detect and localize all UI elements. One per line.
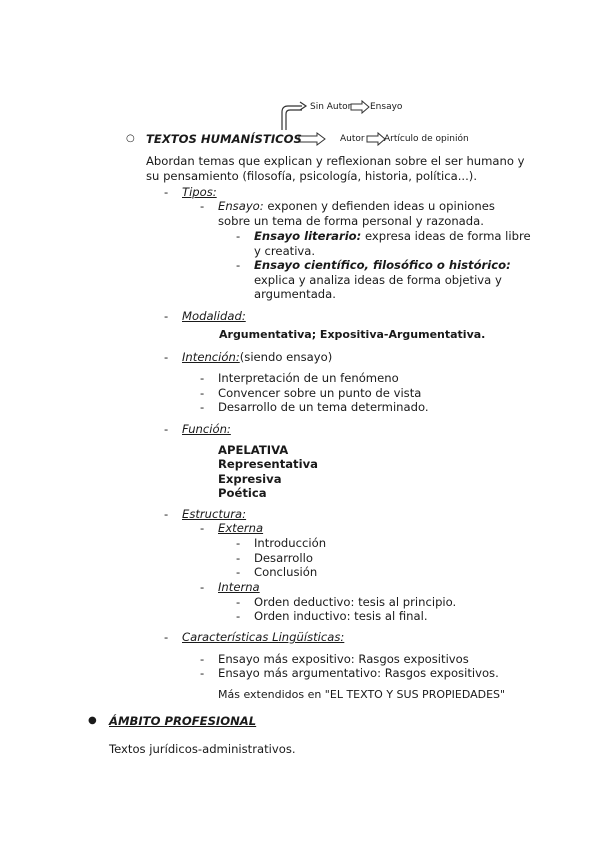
funcion-item: APELATIVA	[218, 443, 289, 457]
ensayo-cientifico-item	[254, 258, 532, 302]
diagram-top-right: Ensayo	[370, 102, 403, 112]
diagram-bottom-right: Artículo de opinión	[384, 134, 469, 144]
intencion-note: (siendo ensayo)	[239, 350, 333, 364]
dash-bullet: -	[200, 371, 205, 385]
caracteristicas-note: Más extendidos en "EL TEXTO Y SUS PROPIEDADES"	[218, 688, 506, 701]
dash-bullet: -	[200, 386, 205, 400]
list-item: Desarrollo de un tema determinado.	[218, 400, 429, 414]
tipos-label: Tipos:	[182, 185, 217, 199]
estructura-label: Estructura:	[182, 507, 247, 521]
diagram-bottom-left: Autor	[340, 134, 365, 144]
dash-bullet: -	[164, 185, 169, 199]
section-intro: Abordan temas que explican y reflexionan sobre el ser humano y su pensamiento (filosofía, psicología, historia, política...).	[146, 154, 525, 183]
dash-bullet: -	[200, 199, 205, 213]
ensayo-text: exponen y defienden ideas u opiniones sobre un tema de forma personal y razonada.	[218, 199, 495, 228]
list-item: Interpretación de un fenómeno	[218, 371, 399, 385]
list-item: Ensayo más expositivo: Rasgos expositivos	[218, 652, 469, 666]
funcion-item: Expresiva	[218, 472, 282, 486]
dash-bullet: -	[236, 258, 241, 272]
list-item: Desarrollo	[254, 551, 313, 565]
dash-bullet: -	[236, 536, 241, 550]
ambito-title: ÁMBITO PROFESIONAL	[109, 714, 257, 728]
dash-bullet: -	[200, 580, 205, 594]
dash-bullet: -	[236, 551, 241, 565]
interna-label: Interna	[218, 580, 260, 594]
list-item: Convencer sobre un punto de vista	[218, 386, 422, 400]
externa-label: Externa	[218, 521, 264, 535]
modalidad-label: Modalidad:	[182, 309, 246, 323]
open-circle-bullet-icon: ○	[126, 133, 135, 144]
dash-bullet: -	[164, 630, 169, 644]
dash-bullet: -	[236, 595, 241, 609]
list-item: Orden inductivo: tesis al final.	[254, 609, 428, 623]
arrow-right-icon	[350, 101, 370, 113]
dash-bullet: -	[164, 507, 169, 521]
list-item: Ensayo más argumentativo: Rasgos expositivos.	[218, 666, 499, 680]
modalidad-value: Argumentativa; Expositiva-Argumentativa.	[219, 328, 486, 341]
cientifico-label: Ensayo científico, filosófico o histórico:	[254, 258, 511, 272]
dash-bullet: -	[236, 609, 241, 623]
section-title: TEXTOS HUMANÍSTICOS	[146, 132, 302, 146]
arrow-right-icon	[298, 133, 326, 145]
cientifico-text: explica y analiza ideas de forma objetiva y argumentada.	[254, 272, 502, 301]
curved-arrow-icon	[278, 98, 308, 132]
dash-bullet: -	[164, 350, 169, 364]
funcion-item: Representativa	[218, 457, 318, 471]
dash-bullet: -	[164, 422, 169, 436]
dash-bullet: -	[236, 565, 241, 579]
dash-bullet: -	[200, 652, 205, 666]
dash-bullet: -	[236, 229, 241, 243]
caracteristicas-label: Características Lingüísticas:	[182, 630, 345, 644]
funcion-label: Función:	[182, 422, 231, 436]
list-item: Introducción	[254, 536, 327, 550]
diagram-top-left: Sin Autor	[310, 102, 352, 112]
ensayo-item	[218, 199, 530, 228]
filled-circle-bullet-icon: ●	[88, 715, 97, 726]
list-item: Orden deductivo: tesis al principio.	[254, 595, 457, 609]
literario-text: expresa ideas de forma libre y creativa.	[254, 229, 531, 258]
list-item: Conclusión	[254, 565, 318, 579]
literario-label: Ensayo literario:	[254, 229, 362, 243]
intencion-label: Intención:	[182, 350, 240, 364]
funcion-item: Poética	[218, 486, 267, 500]
dash-bullet: -	[200, 666, 205, 680]
intencion-line	[182, 350, 332, 364]
ensayo-label: Ensayo:	[218, 199, 264, 213]
dash-bullet: -	[200, 521, 205, 535]
arrow-right-icon	[366, 133, 386, 145]
dash-bullet: -	[200, 400, 205, 414]
ambito-text: Textos jurídicos-administrativos.	[109, 742, 296, 756]
ensayo-literario-item	[254, 229, 532, 258]
dash-bullet: -	[164, 309, 169, 323]
